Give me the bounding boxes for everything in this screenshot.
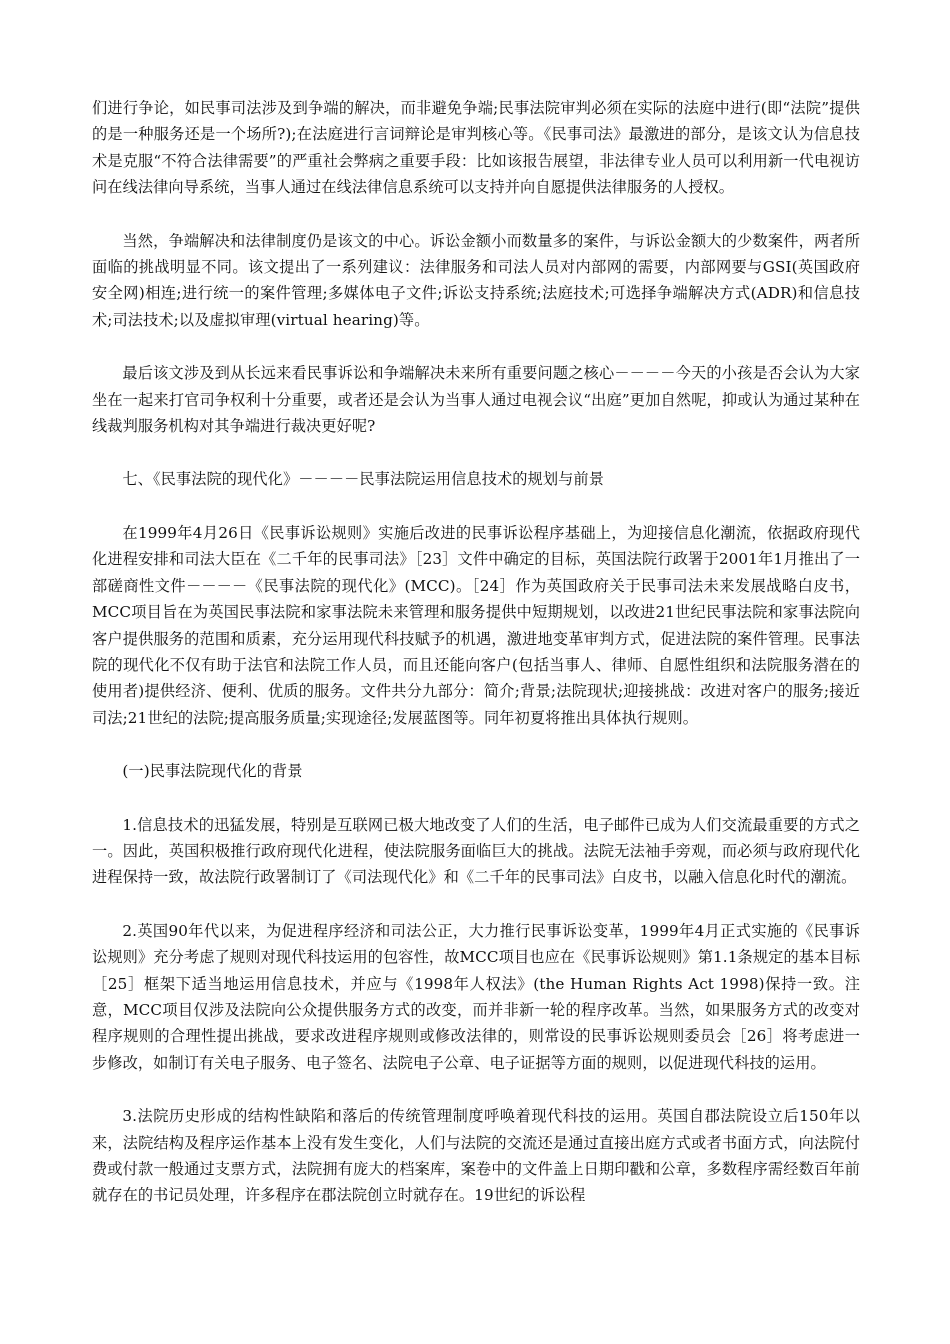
- paragraph: 最后该文涉及到从长远来看民事诉讼和争端解决未来所有重要问题之核心－－－－今天的小孩是否会认为大家坐在一起来打官司争权利十分重要，或者还是会认为当事人通过电视会议“出庭”更加自然呢，抑或认为通过某种在线裁判服务机构对其争端进行裁决更好呢?: [92, 364, 860, 436]
- paragraph-continued: 们进行争论，如民事司法涉及到争端的解决，而非避免争端;民事法院审判必须在实际的法庭中进行(即“法院”提供的是一种服务还是一个场所?);在法庭进行言词辩论是审判核心等。《民事司法》最激进的部分，是该文认为信息技术是克服“不符合法律需要”的严重社会弊病之重要手段：比如该报告展望，非法律专业人员可以利用新一代电视访问在线法律向导系统，当事人通过在线法律信息系统可以支持并向自愿提供法律服务的人授权。: [92, 99, 860, 197]
- paragraph: 3.法院历史形成的结构性缺陷和落后的传统管理制度呼唤着现代科技的运用。英国自郡法院设立后150年以来，法院结构及程序运作基本上没有发生变化，人们与法院的交流还是通过直接出庭方式或者书面方式，向法院付费或付款一般通过支票方式，法院拥有庞大的档案库，案卷中的文件盖上日期印戳和公章，多数程序需经数百年前就存在的书记员处理，许多程序在郡法院创立时就存在。19世纪的诉讼程: [92, 1107, 860, 1205]
- section-heading: 七、《民事法院的现代化》－－－－民事法院运用信息技术的规划与前景: [122, 470, 604, 489]
- paragraph: 当然，争端解决和法律制度仍是该文的中心。诉讼金额小而数量多的案件，与诉讼金额大的少数案件，两者所面临的挑战明显不同。该文提出了一系列建议：法律服务和司法人员对内部网的需要，内部网要与GSI(英国政府安全网)相连;进行统一的案件管理;多媒体电子文件;诉讼支持系统;法庭技术;可选择争端解决方式(ADR)和信息技术;司法技术;以及虚拟审理(virtual hearing)等。: [92, 231, 860, 329]
- paragraph: 1.信息技术的迅猛发展，特别是互联网已极大地改变了人们的生活，电子邮件已成为人们交流最重要的方式之一。因此，英国积极推行政府现代化进程，使法院服务面临巨大的挑战。法院无法袖手旁观，而必须与政府现代化进程保持一致，故法院行政署制订了《司法现代化》和《二千年的民事司法》白皮书，以融入信息化时代的潮流。: [92, 815, 860, 887]
- paragraph: 在1999年4月26日《民事诉讼规则》实施后改进的民事诉讼程序基础上，为迎接信息化潮流，依据政府现代化进程安排和司法大臣在《二千年的民事司法》［23］文件中确定的目标，英国法院行政署于2001年1月推出了一部磋商性文件－－－－《民事法院的现代化》(MCC)。［24］作为英国政府关于民事司法未来发展战略白皮书，MCC项目旨在为英国民事法院和家事法院未来管理和服务提供中短期规划，以改进21世纪民事法院和家事法院向客户提供服务的范围和质素，充分运用现代科技赋予的机遇，激进地变革审判方式，促进法院的案件管理。民事法院的现代化不仅有助于法官和法院工作人员，而且还能向客户(包括当事人、律师、自愿性组织和法院服务潜在的使用者)提供经济、便利、优质的服务。文件共分九部分：简介;背景;法院现状;迎接挑战：改进对客户的服务;接近司法;21世纪的法院;提高服务质量;实现途径;发展蓝图等。同年初夏将推出具体执行规则。: [92, 523, 860, 727]
- subsection-heading: (一)民事法院现代化的背景: [122, 762, 303, 781]
- paragraph: 2.英国90年代以来，为促进程序经济和司法公正，大力推行民事诉讼变革，1999年4月正式实施的《民事诉讼规则》充分考虑了规则对现代科技运用的包容性，故MCC项目也应在《民事诉讼规则》第1.1条规定的基本目标［25］框架下适当地运用信息技术，并应与《1998年人权法》(the Human Rights Act 1998)保持一致。注意，MCC项目仅涉及法院向公众提供服务方式的改变，而并非新一轮的程序改革。当然，如果服务方式的改变对程序规则的合理性提出挑战，要求改进程序规则或修改法律的，则常设的民事诉讼规则委员会［26］将考虑进一步修改，如制订有关电子服务、电子签名、法院电子公章、电子证据等方面的规则，以促进现代科技的运用。: [92, 921, 860, 1072]
- document-page: [92, 95, 860, 1236]
